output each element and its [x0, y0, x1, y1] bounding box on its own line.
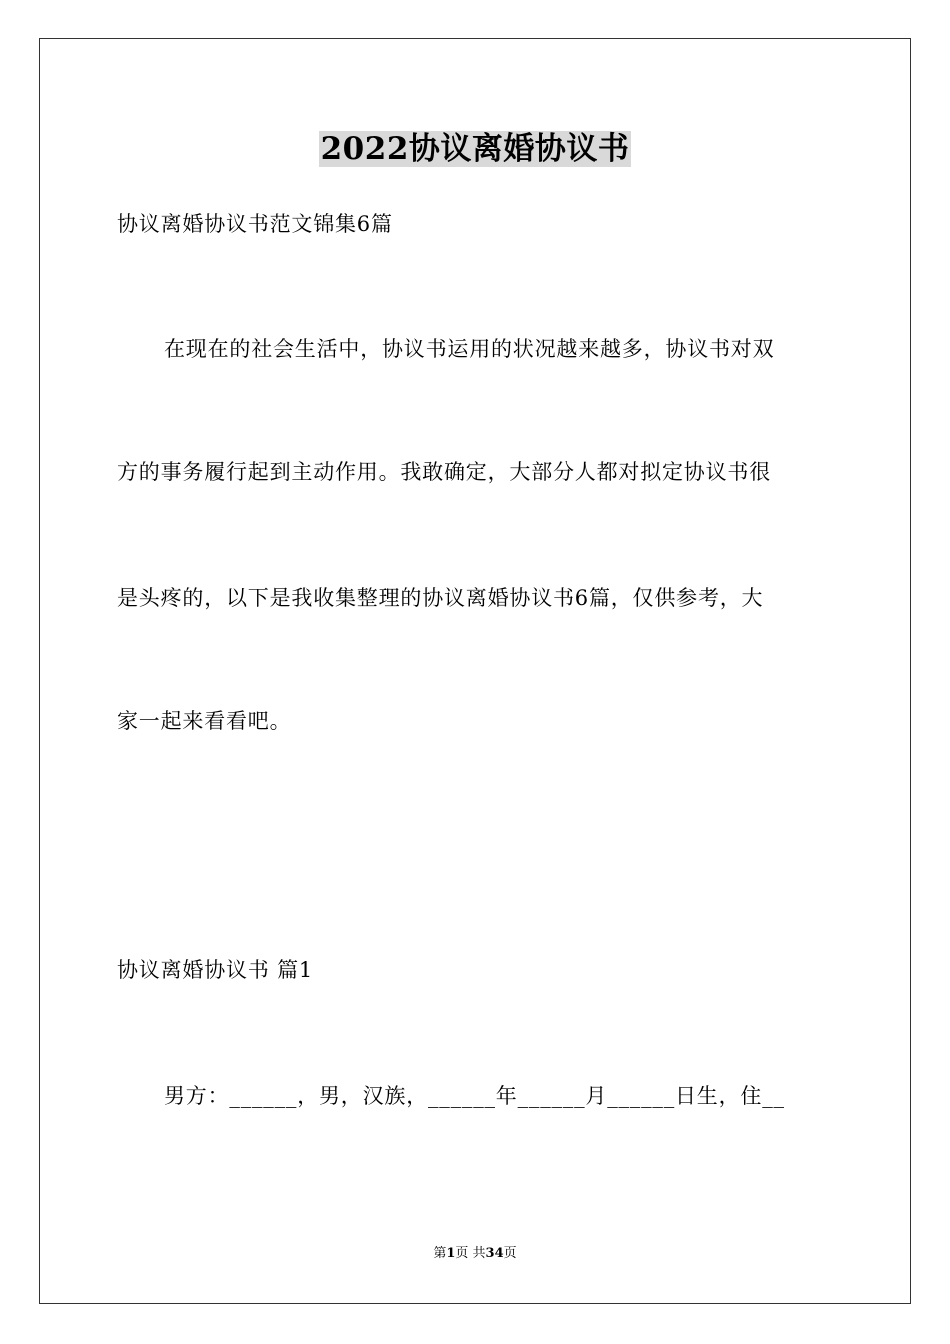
page-footer	[0, 1245, 950, 1263]
intro-line-4: 家一起来看看吧。	[117, 709, 292, 733]
intro-line-3: 是头疼的，以下是我收集整理的协议离婚协议书6篇，仅供参考，大	[117, 586, 764, 610]
party-male-line: 男方：______，男，汉族，______年______月______日生，住__	[164, 1084, 785, 1108]
intro-line-1: 在现在的社会生活中，协议书运用的状况越来越多，协议书对双	[164, 337, 775, 361]
footer-page-middle: 页 共	[455, 1246, 486, 1261]
footer-page-suffix: 页	[503, 1246, 517, 1261]
document-subtitle: 协议离婚协议书范文锦集6篇	[117, 212, 393, 236]
footer-page-prefix: 第	[433, 1246, 447, 1261]
section-heading: 协议离婚协议书 篇1	[117, 958, 314, 982]
footer-page-total: 34	[485, 1246, 504, 1261]
footer-page-current: 1	[446, 1246, 456, 1261]
document-title	[0, 127, 950, 171]
intro-line-2: 方的事务履行起到主动作用。我敢确定，大部分人都对拟定协议书很	[117, 460, 771, 484]
document-title-text: 2022协议离婚协议书	[320, 131, 630, 167]
